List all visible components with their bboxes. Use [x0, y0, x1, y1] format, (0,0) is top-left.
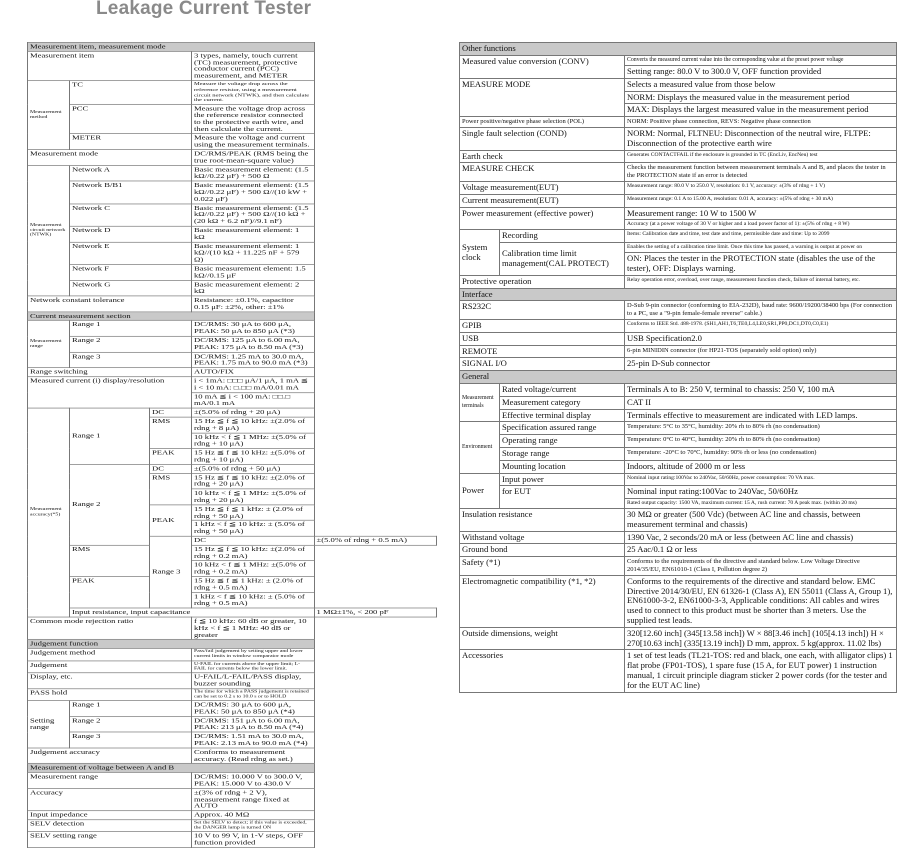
row-label: System clock	[460, 230, 500, 275]
row-label: RS232C	[460, 301, 625, 320]
row-value: Conforms to IEEE Std. 488-1978. (SH1,AH1,T6,TE0,L4,LE0,SR1,PP0,DC1,DT0,C0,E1)	[625, 319, 897, 332]
row-value: Measurement range: 10 W to 1500 W	[625, 207, 897, 220]
left-spec-table	[27, 42, 437, 848]
row-value: 10 kHz < f ≦ 1 MHz: ±(5.0% of rdng + 0.2 mA)	[192, 561, 315, 577]
row-value: The time for which a PASS judgement is retained can be set to 0.2 s to 10.0 s or to HOLD	[192, 688, 315, 700]
row-label: Range 2	[70, 464, 150, 545]
row-label: Range 2	[70, 716, 192, 732]
row-value: 10 kHz < f ≦ 1 MHz: ±(5.0% of rdng + 20 μA)	[192, 489, 315, 505]
row-value: DC/RMS: 30 μA to 600 μA, PEAK: 50 μA to 850 μA (*3)	[192, 321, 315, 337]
row-value: DC/RMS: 151 μA to 6.00 mA, PEAK: 213 μA to 8.50 mA (*4)	[192, 716, 315, 732]
row-value: DC/RMS: 1.25 mA to 30.0 mA, PEAK: 1.75 mA to 90.0 mA (*3)	[192, 352, 315, 368]
row-label: for EUT	[500, 486, 625, 509]
row-label: Outside dimensions, weight	[460, 627, 625, 650]
row-value: Items: Calibration date and time, test date and time, permissible date and time: Up to 2099	[625, 230, 897, 243]
row-value: 1390 Vac, 2 seconds/20 mA or less (between AC line and chassis)	[625, 531, 897, 544]
row-label: Withstand voltage	[460, 531, 625, 544]
row-value: Pass/fail judgement by setting upper and lower current limits in window comparator mode	[192, 648, 315, 660]
row-value: Basic measurement element: 1 kΩ//(10 kΩ + 11.225 nF + 579 Ω)	[192, 242, 315, 265]
row-value: 15 Hz ≦ f ≦ 10 kHz: ±(5.0% of rdng + 10 μA)	[192, 449, 315, 465]
row-label: Measured current (i) display/resolution	[28, 377, 192, 408]
row-label: Voltage measurement(EUT)	[460, 181, 625, 194]
row-label: Specification assured range	[500, 422, 625, 435]
row-label: DC	[192, 536, 315, 545]
row-value: 10 kHz < f ≦ 1 MHz: ±(5.0% of rdng + 10 μA)	[192, 433, 315, 449]
row-value: 1 set of test leads (TL21-TOS: red and black, one each, with alligator clips) 1 flat probe (FP01-TOS), 1 spare fuse (15 A, for EUT power) 1 instruction manual, 1 circuit principle diagram sticker 2 power cords (for the tester and for the EUT AC line)	[625, 650, 897, 692]
row-value: Measure the voltage drop across the reference resistor, using a measurement circuit network (NTWK), and then calculate the current.	[192, 81, 315, 105]
row-value: D-Sub 9-pin connector (conforming to EIA-232D), baud rate: 9600/19200/38400 bps (For connection to a PC, use a "9-pin female-female reverse" cable.)	[625, 301, 897, 320]
row-label: Measurement range	[28, 772, 192, 788]
row-label: Effective terminal display	[500, 409, 625, 422]
row-label: Power positive/negative phase selection (POL)	[460, 117, 625, 128]
row-label: Range 1	[70, 321, 192, 337]
row-label: Network E	[70, 242, 192, 265]
row-label: Measurement terminals	[460, 383, 500, 421]
row-value: 15 Hz ≦ f ≦ 10 kHz: ±(2.0% of rdng + 20 μA)	[192, 473, 315, 489]
row-value: Measure the voltage drop across the reference resistor connected to the protective earth wire, and then calculate the current.	[192, 104, 315, 133]
row-value: Setting range: 80.0 V to 300.0 V, OFF function provided	[625, 66, 897, 79]
row-label: Input impedance	[28, 811, 192, 820]
row-label: Accuracy	[28, 788, 192, 811]
row-value: 6-pin MINIDIN connector (for HP21-TOS (separately sold option) only)	[625, 345, 897, 358]
row-value: DC/RMS: 125 μA to 6.00 mA, PEAK: 175 μA to 8.50 mA (*3)	[192, 336, 315, 352]
row-label: REMOTE	[460, 345, 625, 358]
row-value: Basic measurement element: (1.5 kΩ//0.22 μF) + 500 Ω	[192, 165, 315, 181]
right-spec-table	[459, 42, 897, 693]
row-value: 15 Hz ≦ f ≦ 1 kHz: ± (2.0% of rdng + 0.5 mA)	[192, 577, 315, 593]
row-value: Nominal input rating:100Vac to 240Vac, 50/60Hz, power consumption: 70 VA max.	[625, 473, 897, 486]
row-value: Measurement range: 80.0 V to 250.0 V, resolution: 0.1 V, accuracy: ±(3% of rdng + 1 V)	[625, 181, 897, 194]
row-label: Range 3	[70, 352, 192, 368]
row-label: Current measurement(EUT)	[460, 194, 625, 207]
row-value: Accuracy (at a power voltage of 30 V or higher and a load power factor of 1): ±(5% of rdng + 8 W)	[625, 220, 897, 230]
row-value: Conforms to measurement accuracy. (Read rdng as set.)	[192, 748, 315, 764]
row-label: Judgement	[28, 661, 192, 673]
row-label: Input resistance, input capacitance	[70, 608, 315, 617]
row-label: Range 2	[70, 336, 192, 352]
row-label: Common mode rejection ratio	[28, 617, 192, 640]
row-value: ±(5.0% of rdng + 50 μA)	[192, 464, 315, 473]
row-label: Single fault selection (COND)	[460, 127, 625, 150]
row-label: MEASURE MODE	[460, 78, 625, 116]
row-label: RMS	[150, 417, 192, 448]
row-value: NORM: Positive phase connection, REVS: Negative phase connection	[625, 117, 897, 128]
row-value: Basic measurement element: (1.5 kΩ//0.22 μF) + 500 Ω//(10 kΩ + (20 kΩ + 6.2 nF)//9.1 nF)	[192, 204, 315, 227]
row-value: DC/RMS: 30 μA to 600 μA, PEAK: 50 μA to 850 μA (*4)	[192, 701, 315, 717]
row-value: Approx. 40 MΩ	[192, 811, 315, 820]
row-label: Measured value conversion (CONV)	[460, 55, 625, 78]
row-value: Temperature: 5°C to 35°C, humidity: 20% rh to 80% rh (no condensation)	[625, 422, 897, 435]
row-label: Rated voltage/current	[500, 383, 625, 396]
row-label: Electromagnetic compatibility (*1, *2)	[460, 575, 625, 627]
row-value: Enables the setting of a calibration time limit. Once this time has passed, a warning is output at power on	[625, 243, 897, 253]
row-value: Set the SELV to detect; if this value is exceeded, the DANGER lamp is turned ON	[192, 820, 315, 832]
section-header-general: General	[460, 371, 897, 384]
row-value: U-FAIL/L-FAIL/PASS display, buzzer sounding	[192, 673, 315, 689]
row-value: Temperature: 0°C to 40°C, humidity: 20% rh to 80% rh (no condensation)	[625, 435, 897, 448]
row-label: Setting range	[28, 701, 70, 748]
row-value: Checks the measurement function between measurement terminals A and B, and places the tester in the PROTECTION state if an error is detected	[625, 163, 897, 182]
row-value: Basic measurement element: 1 kΩ	[192, 226, 315, 242]
row-value: Basic measurement element: 2 kΩ	[192, 280, 315, 296]
row-label: PEAK	[150, 505, 192, 536]
row-value: Rated output capacity: 1500 VA, maximum current: 15 A, rush current: 70 A peak max. (within 20 ms)	[625, 499, 897, 509]
row-value: Nominal input rating:100Vac to 240Vac, 50/60Hz	[625, 486, 897, 499]
row-label: Network F	[70, 264, 192, 280]
row-value: Measure the voltage and current using the measurement terminals.	[192, 134, 315, 150]
section-header-measurement-item: Measurement item, measurement mode	[28, 42, 315, 51]
row-label: Network A	[70, 165, 192, 181]
row-label: Measurement mode	[28, 150, 192, 166]
row-label: PASS hold	[28, 688, 192, 700]
row-label: Storage range	[500, 447, 625, 460]
row-label: SIGNAL I/O	[460, 358, 625, 371]
row-value: USB Specification2.0	[625, 332, 897, 345]
row-value: f ≦ 10 kHz: 60 dB or greater, 10 kHz < f ≦ 1 MHz: 40 dB or greater	[192, 617, 315, 640]
row-value: 320[12.60 inch] (345[13.58 inch]) W × 88[3.46 inch] (105[4.13 inch]) H × 270[10.63 inch] (335[13.19 inch]) D mm, approx. 5 kg(approx. 11.02 lbs)	[625, 627, 897, 650]
row-value: 25 Aac/0.1 Ω or less	[625, 544, 897, 557]
row-value: Relay operation error, overload, over range, measurement function check, failure of internal battery, etc.	[625, 275, 897, 288]
row-label: Range 3	[70, 732, 192, 748]
row-value: ±(3% of rdng + 2 V), measurement range fixed at AUTO	[192, 788, 315, 811]
row-value: Temperature: -20°C to 70°C, humidity: 90% rh or less (no condensation)	[625, 447, 897, 460]
row-value: DC/RMS: 10.000 V to 300.0 V, PEAK: 15.000 V to 430.0 V	[192, 772, 315, 788]
row-label: Measurement circuit network (NTWK)	[28, 165, 70, 296]
section-header-voltage-measurement: Measurement of voltage between A and B	[28, 764, 315, 773]
row-value: CAT II	[625, 396, 897, 409]
row-label: Range 1	[70, 408, 150, 464]
row-label: Ground bond	[460, 544, 625, 557]
row-label: DC	[150, 464, 192, 473]
row-value: 30 MΩ or greater (500 Vdc) (between AC line and chassis, between measurement terminal and chassis)	[625, 509, 897, 532]
row-value: AUTO/FIX	[192, 368, 315, 377]
row-label: Range 1	[70, 701, 192, 717]
row-label: Measurement accuracy(*5)	[28, 408, 70, 617]
row-label: Network G	[70, 280, 192, 296]
row-label: Recording	[500, 230, 625, 243]
row-label: Network C	[70, 204, 192, 227]
section-header-judgement: Judgement function	[28, 640, 315, 649]
row-value: MAX: Displays the largest measured value in the measurement period	[625, 104, 897, 117]
row-label: Calibration time limit management(CAL PROTECT)	[500, 243, 625, 276]
row-label: Network constant tolerance	[28, 296, 192, 312]
row-value: 15 Hz ≦ f ≦ 10 kHz: ±(2.0% of rdng + 0.2 mA)	[192, 545, 315, 561]
row-label: SELV setting range	[28, 832, 192, 848]
row-label: Measurement item	[28, 51, 192, 80]
row-label: Display, etc.	[28, 673, 192, 689]
row-value: 15 Hz ≦ f ≦ 10 kHz: ±(2.0% of rdng + 8 μA)	[192, 417, 315, 433]
row-value: Basic measurement element: 1.5 kΩ//0.15 μF	[192, 264, 315, 280]
row-value: Conforms to the requirements of the directive and standard below. EMC Directive 2014/30/EU, EN 61326-1 (Class A), EN 55011 (Class A, Group 1), EN61000-3-2, EN61000-3-3, Applicable conditions: All cables and wires used to connect to this product must be shorter than 3 meters. Use the supplied test leads.	[625, 575, 897, 627]
row-label: Network D	[70, 226, 192, 242]
row-label: PEAK	[150, 449, 192, 465]
row-value: 1 kHz < f ≦ 10 kHz: ± (5.0% of rdng + 0.5 mA)	[192, 592, 315, 608]
row-value: i < 1mA: □□□ μA/1 μA, 1 mA ≦ i < 10 mA: □.□□ mA/0.01 mA	[192, 377, 315, 393]
row-label: GPIB	[460, 319, 625, 332]
row-label: Accessories	[460, 650, 625, 692]
row-label: PCC	[70, 104, 192, 133]
row-label: Measurement method	[28, 81, 70, 150]
row-value: 10 V to 99 V, in 1-V steps, OFF function provided	[192, 832, 315, 848]
row-value: 25-pin D-Sub connector	[625, 358, 897, 371]
row-label: MEASURE CHECK	[460, 163, 625, 182]
row-value: ±(5.0% of rdng + 0.5 mA)	[314, 536, 437, 545]
row-label: Earth check	[460, 150, 625, 163]
section-header-interface: Interface	[460, 288, 897, 301]
row-value: DC/RMS/PEAK (RMS being the true root-mean-square value)	[192, 150, 315, 166]
section-header-current-measurement: Current measurement section	[28, 312, 315, 321]
row-value: Terminals A to B: 250 V, terminal to chassis: 250 V, 100 mA	[625, 383, 897, 396]
row-label: Protective operation	[460, 275, 625, 288]
row-label: Judgement method	[28, 648, 192, 660]
row-label: RMS	[70, 545, 150, 576]
row-value: 1 MΩ±1%, < 200 pF	[314, 608, 437, 617]
row-value: Converts the measured current value into the corresponding value at the preset power voltage	[625, 55, 897, 65]
row-label: Input power	[500, 473, 625, 486]
row-value: Generates CONTACTFAIL if the enclosure is grounded in TC (EncLiv, EncNeu) test	[625, 150, 897, 163]
row-value: Resistance: ±0.1%, capacitor 0.15 μF: ±2%, other: ±1%	[192, 296, 315, 312]
row-value: Conforms to the requirements of the directive and standard below. Low Voltage Directive 2014/35/EU, EN61010-1 (Class I, Pollution degree 2)	[625, 557, 897, 576]
row-value: U-FAIL for currents above the upper limit; L-FAIL for currents below the lower limit.	[192, 661, 315, 673]
row-value: Basic measurement element: (1.5 kΩ//0.22 μF) + 500 Ω//(10 kW + 0.022 μF)	[192, 181, 315, 204]
row-label: USB	[460, 332, 625, 345]
row-label: Insulation resistance	[460, 509, 625, 532]
row-label: Operating range	[500, 435, 625, 448]
row-label: SELV detection	[28, 820, 192, 832]
row-value: Measurement range: 0.1 A to 15.00 A, resolution: 0.01 A, accuracy: ±(5% of rdng + 30 mA)	[625, 194, 897, 207]
row-value: NORM: Normal, FLTNEU: Disconnection of the neutral wire, FLTPE: Disconnection of the protective earth wire	[625, 127, 897, 150]
row-label: Mounting location	[500, 460, 625, 473]
row-value: 3 types, namely, touch current (TC) measurement, protective conductor current (PCC) measurement, and METER	[192, 51, 315, 80]
row-value: Terminals effective to measurement are indicated with LED lamps.	[625, 409, 897, 422]
row-label: Judgement accuracy	[28, 748, 192, 764]
page-title: Leakage Current Tester	[96, 0, 312, 19]
row-label: TC	[70, 81, 192, 105]
row-label: Safety (*1)	[460, 557, 625, 576]
row-value: ±(5.0% of rdng + 20 μA)	[192, 408, 315, 417]
row-value: 1 kHz < f ≦ 10 kHz: ± (5.0% of rdng + 50 μA)	[192, 520, 315, 536]
row-label: Range switching	[28, 368, 192, 377]
row-label: Measurement range	[28, 321, 70, 368]
row-value: Indoors, altitude of 2000 m or less	[625, 460, 897, 473]
row-value: NORM: Displays the measured value in the measurement period	[625, 91, 897, 104]
row-label: Network B/B1	[70, 181, 192, 204]
row-label: Range 3	[150, 536, 192, 608]
row-value: 10 mA ≦ i < 100 mA: □□.□ mA/0.1 mA	[192, 392, 315, 408]
row-label: PEAK	[70, 577, 150, 608]
row-value: Selects a measured value from those below	[625, 78, 897, 91]
row-label: RMS	[150, 473, 192, 504]
row-label: METER	[70, 134, 192, 150]
row-label: Power	[460, 473, 500, 509]
section-header-other-functions: Other functions	[460, 43, 897, 56]
row-value: DC/RMS: 1.51 mA to 30.0 mA, PEAK: 2.13 mA to 90.0 mA (*4)	[192, 732, 315, 748]
row-label: DC	[150, 408, 192, 417]
row-label: Power measurement (effective power)	[460, 207, 625, 230]
row-value: 15 Hz ≦ f ≦ 1 kHz: ± (2.0% of rdng + 50 μA)	[192, 505, 315, 521]
row-label: Measurement category	[500, 396, 625, 409]
row-label: Environment	[460, 422, 500, 473]
row-value: ON: Places the tester in the PROTECTION state (disables the use of the tester), OFF: Displays warning.	[625, 253, 897, 276]
